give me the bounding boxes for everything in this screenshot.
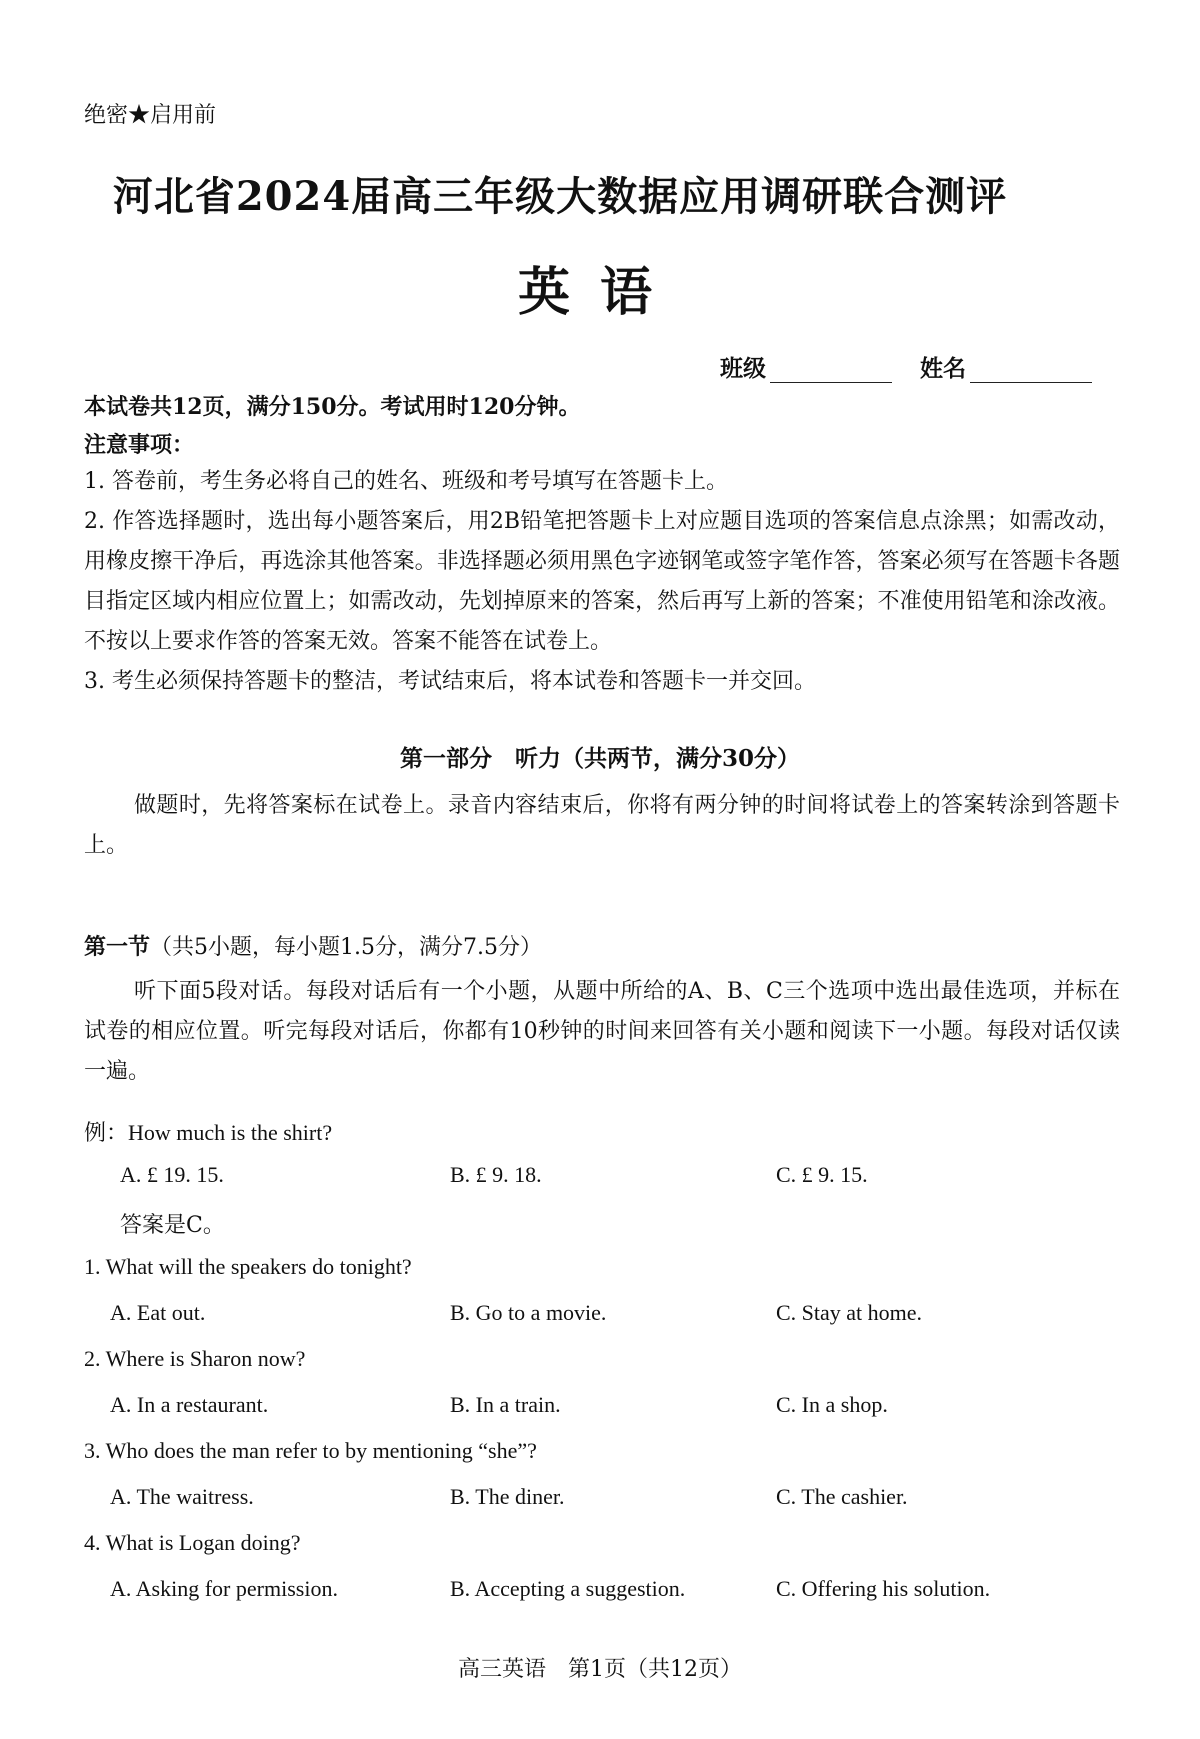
section1-title: [84, 930, 542, 961]
question-1: 1. What will the speakers do tonight?: [84, 1254, 412, 1279]
question-2: 2. Where is Sharon now?: [84, 1346, 306, 1371]
question-3-option-c: C. The cashier.: [776, 1484, 908, 1509]
class-field[interactable]: [720, 350, 892, 383]
notice-item-3: 3. 考生必须保持答题卡的整洁，考试结束后，将本试卷和答题卡一并交回。: [84, 669, 816, 694]
part1-title: 第一部分 听力（共两节，满分30分）: [399, 745, 800, 772]
secret-label: 绝密★启用前: [84, 103, 217, 128]
part1-description: 做题时，先将答案标在试卷上。录音内容结束后，你将有两分钟的时间将试卷上的答案转涂到答题卡上。: [84, 793, 1120, 858]
page-footer: 高三英语 第1页（共12页）: [458, 1657, 742, 1682]
question-4: 4. What is Logan doing?: [84, 1530, 301, 1555]
notice-item-1: 1. 答卷前，考生务必将自己的姓名、班级和考号填写在答题卡上。: [84, 469, 728, 494]
question-4-option-a: A. Asking for permission.: [110, 1576, 338, 1601]
question-1-option-c: C. Stay at home.: [776, 1300, 923, 1325]
example-option-c: C. £ 9. 15.: [776, 1162, 868, 1187]
name-label: 姓名: [920, 355, 966, 382]
section1-title-rest: （共5小题，每小题1.5分，满分7.5分）: [150, 935, 542, 960]
question-3-option-b: B. The diner.: [450, 1484, 565, 1509]
question-2-option-a: A. In a restaurant.: [110, 1392, 269, 1417]
question-4-option-c: C. Offering his solution.: [776, 1576, 991, 1601]
example-question: 例：How much is the shirt?: [84, 1120, 333, 1145]
class-label: 班级: [720, 355, 766, 382]
section1-title-bold: 第一节: [84, 934, 151, 960]
question-3-option-a: A. The waitress.: [110, 1484, 254, 1509]
name-field[interactable]: [920, 350, 1092, 383]
notice-item-2: 2. 作答选择题时，选出每小题答案后，用2B铅笔把答题卡上对应题目选项的答案信息点涂黑；如需改动，用橡皮擦干净后，再选涂其他答案。非选择题必须用黑色字迹钢笔或签字笔作答，答案必须写在答题卡各题目指定区域内相应位置上；如需改动，先划掉原来的答案，然后再写上新的答案；不准使用铅笔和涂改液。不按以上要求作答的答案无效。答案不能答在试卷上。: [84, 509, 1120, 654]
name-blank[interactable]: [970, 356, 1092, 383]
notice-heading: 注意事项：: [84, 432, 195, 458]
section1-description: 听下面5段对话。每段对话后有一个小题，从题中所给的A、B、C三个选项中选出最佳选项，并标在试卷的相应位置。听完每段对话后，你都有10秒钟的时间来回答有关小题和阅读下一小题。每段对话仅读一遍。: [84, 979, 1120, 1084]
question-1-option-a: A. Eat out.: [110, 1300, 206, 1325]
example-option-b: B. £ 9. 18.: [450, 1162, 542, 1187]
question-2-option-c: C. In a shop.: [776, 1392, 888, 1417]
example-answer: 答案是C。: [120, 1213, 225, 1238]
student-fields: [720, 350, 1092, 383]
question-1-option-b: B. Go to a movie.: [450, 1300, 607, 1325]
exam-title: 河北省2024届高三年级大数据应用调研联合测评: [112, 173, 1008, 220]
question-3: 3. Who does the man refer to by mentioning “she”?: [84, 1438, 537, 1463]
example-option-a: A. £ 19. 15.: [120, 1162, 224, 1187]
class-blank[interactable]: [770, 356, 892, 383]
exam-info: 本试卷共12页，满分150分。考试用时120分钟。: [84, 394, 581, 420]
question-4-option-b: B. Accepting a suggestion.: [450, 1576, 686, 1601]
subject-title: 英语: [517, 262, 682, 323]
question-2-option-b: B. In a train.: [450, 1392, 561, 1417]
